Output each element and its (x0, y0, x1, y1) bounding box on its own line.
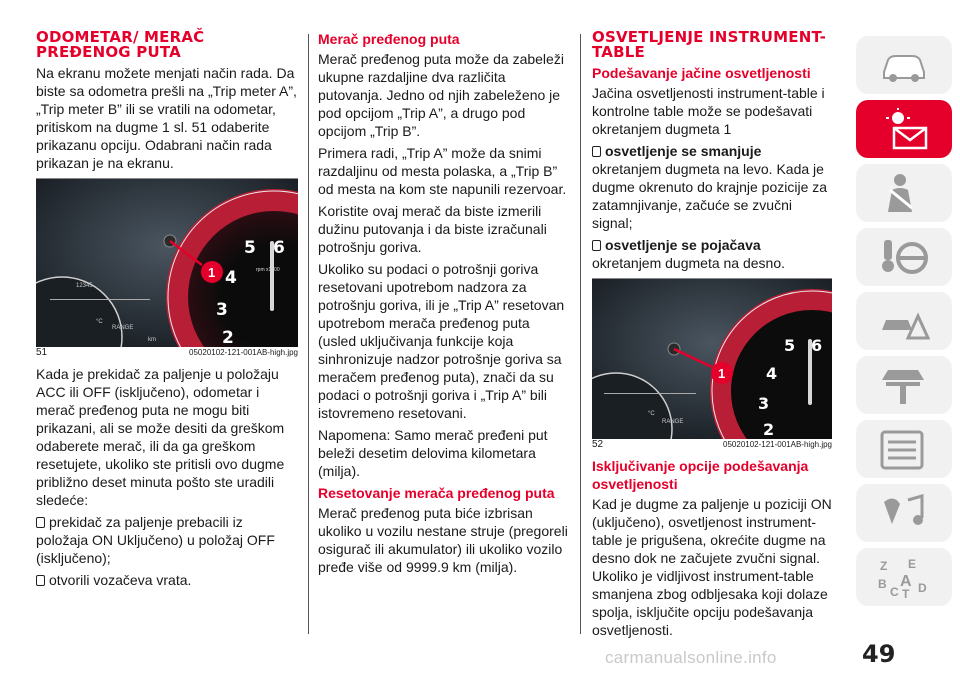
trip-p4: Ukoliko su podaci o potrošnji goriva resetovani upotrebom nadzora za potrošnju goriva, ili je „Trip A” resetovan upotrebom merača pređenog puta (usled uključivanja funkcije koja sinhronizuje nadzor potrošnje goriva sa meračem pređenog puta), znači da su podaci o potrošnji goriva i „Trip A” bili istovremeno resetovani. (318, 261, 565, 421)
trip-p6: Merač pređenog puta biće izbrisan ukoliko u vozilu nestane struje (pregoreli osigurač ili akumulator) ili ukoliko vozilo pređe više od 9999.9 km (milja). (318, 505, 568, 575)
trip-p5: Napomena: Samo merač pređeni put beleži desetim delovima kilometara (milja). (318, 427, 548, 479)
svg-text:D: D (918, 581, 927, 595)
instrument-cluster-image (592, 279, 832, 439)
svg-text:3: 3 (758, 394, 770, 413)
odometer-intro: Na ekranu možete menjati način rada. Da biste sa odometra prešli na „Trip meter A”, „Trip meter B” ili se vratili na odometar, pritiskom na dugme 1 sl. 51 odaberite prikazanu opciju. Odabrani način rada prikazan je na ekranu. (36, 65, 297, 171)
svg-text:2: 2 (763, 420, 775, 439)
watermark: carmanualsonline.info (605, 648, 777, 667)
maintenance-tab[interactable] (856, 356, 952, 414)
safety-tab[interactable] (856, 164, 952, 222)
figure-code: 05020102-121-001AB-high.jpg (189, 348, 298, 357)
svg-text:°C: °C (648, 411, 655, 417)
bullet-icon (36, 575, 45, 586)
car-lift-icon (878, 364, 930, 406)
trip-p1: Merač pređenog puta može da zabeleži ukupne razdaljine dva različita putovanja. Jedno od njih zabeleženo je pod opcijom „Trip A”, a drugo pod opcijom „Trip B”. (318, 51, 564, 139)
column-divider (580, 34, 581, 634)
column-trip-meter (318, 30, 568, 580)
svg-text:A: A (900, 573, 912, 590)
bullet-icon (592, 240, 601, 251)
trip-p3: Koristite ovaj merač da biste izmerili dužinu putovanja i da biste izračunali potrošnju goriva. (318, 203, 547, 255)
bullet-item: prekidač za paljenje prebacili iz položaja ON Uključeno) u položaj OFF (isključeno); (36, 514, 275, 566)
index-tab[interactable] (856, 548, 952, 606)
emergency-tab[interactable] (856, 292, 952, 350)
bullet-icon (36, 517, 45, 528)
figure-code: 05020102-121-001AB-high.jpg (723, 440, 832, 449)
technical-data-tab[interactable] (856, 420, 952, 478)
tach-label-4: 4 (225, 268, 237, 288)
car-icon (878, 44, 930, 86)
car-info-tab[interactable] (856, 36, 952, 94)
bullet-item: osvetljenje se smanjuje (592, 142, 832, 160)
checklist-icon (878, 428, 930, 470)
tach-label-2: 2 (222, 328, 234, 347)
figure-51 (36, 178, 298, 359)
figure-number: 52 (592, 439, 604, 450)
callout-1: 1 (208, 265, 216, 280)
heading-reset: Resetovanje merača pređenog puta (318, 485, 555, 501)
svg-text:RANGE: RANGE (662, 419, 684, 425)
odometer-para2: Kada je prekidač za paljenje u položaju ACC ili OFF (isključeno), odometar i merač pređenog puta ne mogu biti prikazani, ali se može desiti da greškom odaberete merač, ili da ga greškom resetujete, ukoliko ste pritisli ovo dugme približno deset minuta pošto ste uradili sledeće: (36, 366, 285, 508)
instrument-cluster-image (36, 179, 298, 347)
odometer-readout: 12345 (76, 283, 93, 289)
music-navigation-icon (878, 492, 930, 534)
bullet-text: okretanjem dugmeta na desno. (592, 255, 786, 271)
bullet-text: okretanjem dugmeta na levo. Kada je dugme okrenuto do krajnje pozicije za zatamnjivanje, začuće se zvučni signal; (592, 161, 828, 231)
svg-text:6: 6 (811, 336, 823, 355)
trip-p2: Primera radi, „Trip A” može da snimi razdaljinu od mesta polaska, a „Trip B” od mesta na kom ste napunili rezervoar. (318, 145, 567, 197)
page-number: 49 (862, 640, 896, 668)
svg-text:Z: Z (880, 559, 888, 573)
warning-light-envelope-icon (878, 108, 930, 150)
warning-triangle-car-icon (878, 300, 930, 342)
illum-p2: Kad je dugme za paljenje u poziciji ON (uključeno), osvetljenost instrument-table je prigušena, okrećite dugme na desno dok ne začujete zvučni signal. Ukoliko je vidljivost instrument-table smanjena zbog odbljesaka koji dolaze spolja, isključite opciju podešavanja osvetljenosti. (592, 496, 832, 638)
key-steering-wheel-icon (878, 236, 930, 278)
bullet-item: otvorili vozačeva vrata. (36, 571, 298, 589)
svg-text:T: T (902, 587, 910, 598)
figure-caption (36, 347, 298, 359)
svg-text:4: 4 (766, 364, 778, 383)
svg-text:E: E (908, 557, 917, 571)
range-label: RANGE (112, 325, 134, 331)
svg-text:C: C (890, 585, 899, 598)
seat-belt-icon (878, 172, 930, 214)
tach-label-6: 6 (273, 238, 285, 258)
section-heading-illumination: OSVETLJENJE INSTRUMENT-TABLE (592, 28, 827, 61)
multimedia-tab[interactable] (856, 484, 952, 542)
svg-text:5: 5 (784, 336, 796, 355)
tach-label-5: 5 (244, 238, 256, 258)
alphabet-index-icon (878, 556, 930, 598)
figure-number: 51 (36, 347, 48, 358)
range-unit: km (148, 337, 156, 343)
section-heading-odometer: ODOMETAR/ MERAČ PREĐENOG PUTA (36, 28, 205, 61)
tach-label-3: 3 (216, 300, 228, 320)
svg-text:B: B (878, 577, 887, 591)
figure-caption (592, 439, 832, 451)
temp-unit: °C (96, 319, 103, 325)
column-illumination (592, 30, 832, 643)
callout-1: 1 (718, 366, 726, 381)
bullet-item: osvetljenje se pojačava (592, 236, 832, 254)
tach-unit: rpm x1000 (256, 267, 280, 273)
illum-p1: Jačina osvetljenosti instrument-table i kontrolne table može se podešavati okretanjem dugmeta 1 (592, 85, 825, 137)
column-divider (308, 34, 309, 634)
heading-disable-dimming: Isključivanje opcije podešavanja osvetljenosti (592, 458, 809, 492)
figure-52 (592, 278, 832, 451)
column-odometer (36, 30, 298, 593)
heading-trip-meter: Merač pređenog puta (318, 31, 460, 47)
bullet-icon (592, 146, 601, 157)
starting-driving-tab[interactable] (856, 228, 952, 286)
heading-brightness: Podešavanje jačine osvetljenosti (592, 65, 811, 81)
warning-lights-tab[interactable] (856, 100, 952, 158)
